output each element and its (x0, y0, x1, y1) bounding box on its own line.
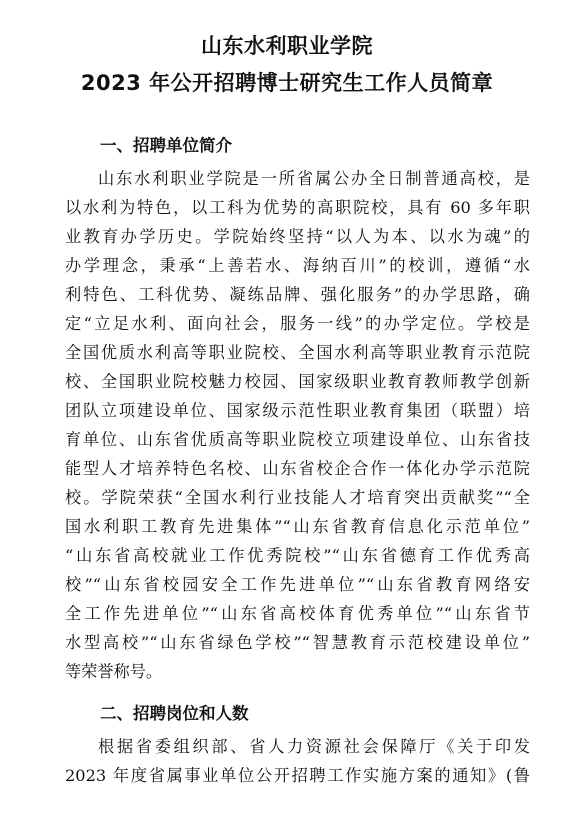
document-subtitle: 2023 年公开招聘博士研究生工作人员简章 (80, 71, 494, 95)
paragraph-line: 能型人才培养特色名校、山东省校企合作一体化办学示范院 (65, 459, 530, 478)
paragraph-line: 办学理念，秉承“上善若水、海纳百川”的校训，遵循“水 (65, 256, 530, 275)
paragraph-line: 根据省委组织部、省人力资源社会保障厅《关于印发 (98, 737, 530, 756)
paragraph-line: 利特色、工科优势、凝练品牌、强化服务”的办学思路，确 (65, 285, 530, 304)
section-heading-positions: 二、招聘岗位和人数 (100, 704, 249, 723)
paragraph-line: 等荣誉称号。 (65, 662, 163, 681)
paragraph-line: 校、全国职业院校魅力校园、国家级职业教育教师教学创新 (65, 372, 530, 391)
paragraph-line: 2023 年度省属事业单位公开招聘工作实施方案的通知》(鲁 (65, 766, 530, 785)
paragraph-line: 育单位、山东省优质高等职业院校立项建设单位、山东省技 (65, 430, 530, 449)
paragraph-line: 业教育办学历史。学院始终坚持“以人为本、以水为魂”的 (65, 227, 530, 246)
paragraph-line: 全工作先进单位”“山东省高校体育优秀单位”“山东省节 (65, 604, 530, 623)
paragraph-line: 校。学院荣获“全国水利行业技能人才培育突出贡献奖”“全 (65, 488, 530, 507)
paragraph-line: 以水利为特色，以工科为优势的高职院校，具有 60 多年职 (65, 198, 530, 217)
paragraph-line: 国水利职工教育先进集体”“山东省教育信息化示范单位” (65, 517, 530, 536)
document-title: 山东水利职业学院 (201, 34, 373, 58)
paragraph-line: 水型高校”“山东省绿色学校”“智慧教育示范校建设单位” (65, 633, 530, 652)
section-heading-intro: 一、招聘单位简介 (100, 136, 232, 155)
paragraph-line: “山东省高校就业工作优秀院校”“山东省德育工作优秀高 (65, 546, 530, 565)
paragraph-line: 全国优质水利高等职业院校、全国水利高等职业教育示范院 (65, 343, 530, 362)
paragraph-line: 山东水利职业学院是一所省属公办全日制普通高校，是 (98, 169, 530, 188)
paragraph-line: 校”“山东省校园安全工作先进单位”“山东省教育网络安 (65, 575, 530, 594)
paragraph-line: 定“立足水利、面向社会，服务一线”的办学定位。学校是 (65, 314, 530, 333)
paragraph-line: 团队立项建设单位、国家级示范性职业教育集团（联盟）培 (65, 401, 530, 420)
